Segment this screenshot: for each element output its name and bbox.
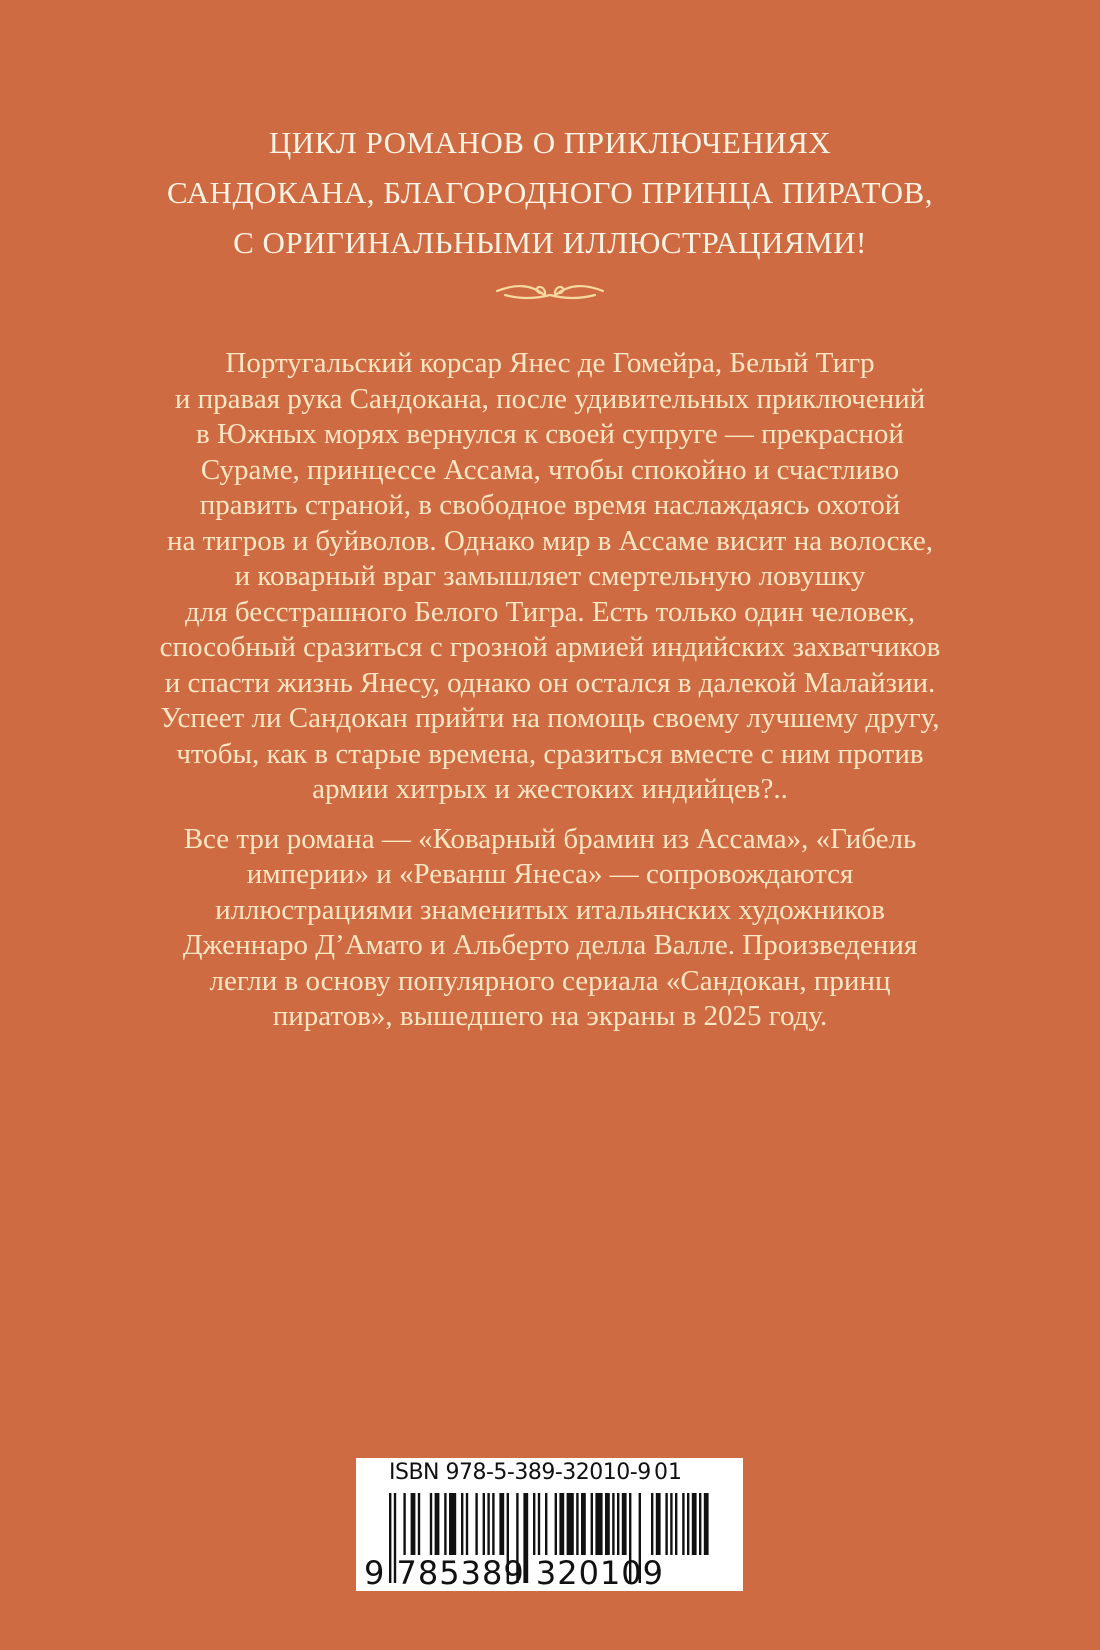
description-line: пиратов», вышедшего на экраны в 2025 году. (272, 1000, 828, 1032)
description-line: Успеет ли Сандокан прийти на помощь своему лучшему другу, (160, 702, 940, 734)
barcode-bar (704, 1493, 709, 1555)
barcode-bar (411, 1493, 416, 1555)
barcode-bar (466, 1493, 468, 1555)
barcode-bar (559, 1493, 564, 1555)
tagline-line: ЦИКЛ РОМАНОВ О ПРИКЛЮЧЕНИЯХ (268, 125, 832, 160)
barcode-bar (617, 1493, 619, 1555)
barcode-bar (687, 1493, 689, 1555)
barcode-bar (533, 1493, 535, 1555)
description-line: империи» и «Реванш Янеса» — сопровождаются (246, 858, 854, 890)
description-line: Все три романа — «Коварный брамин из Ассама», «Гибель (183, 822, 917, 855)
barcode-bar (605, 1493, 610, 1555)
description-paragraph-2 (0, 822, 1100, 1035)
barcode-addon-number: 01 (654, 1460, 682, 1485)
description-line: способный сразиться с грозной армией индийских захватчиков (159, 631, 941, 663)
description-line: и спасти жизнь Янесу, однако он остался в далекой Малайзии. (164, 666, 936, 699)
description-line: и правая рука Сандокана, после удивительных приключений (174, 382, 926, 415)
barcode-bar (444, 1493, 446, 1555)
description-line: Дженнаро Д’Амато и Альберто делла Валле. Произведения (182, 929, 918, 961)
barcode-bar (483, 1493, 485, 1555)
barcode-bar (487, 1493, 489, 1555)
barcode-bar (622, 1493, 627, 1555)
barcode-bar (581, 1493, 586, 1555)
barcode-bar (492, 1493, 494, 1555)
barcode-bar (675, 1493, 677, 1555)
barcode-bar (418, 1493, 420, 1555)
barcode-bar (499, 1493, 504, 1555)
description-line: править страной, в свободное время наслаждаясь охотой (199, 489, 901, 521)
barcode-bar (651, 1493, 653, 1555)
barcode-bar (682, 1493, 684, 1555)
barcode-bar (449, 1493, 456, 1555)
isbn-barcode (356, 1458, 743, 1591)
barcode-bar (591, 1493, 593, 1555)
barcode-bar (461, 1493, 463, 1555)
barcode-bar (430, 1493, 432, 1555)
tagline-line: С ОРИГИНАЛЬНЫМИ ИЛЛЮСТРАЦИЯМИ! (233, 225, 867, 260)
barcode-bar (656, 1493, 661, 1555)
barcode-bar (699, 1493, 701, 1555)
barcode-digits: 9 785389 320109 (364, 1554, 665, 1592)
barcode-bar (665, 1493, 667, 1555)
isbn-label: ISBN 978-5-389-32010-9 (389, 1460, 651, 1485)
description-paragraph-1 (0, 346, 1100, 808)
tagline-line: САНДОКАНА, БЛАГОРОДНОГО ПРИНЦА ПИРАТОВ, (167, 175, 933, 210)
barcode-bar (612, 1493, 614, 1555)
description-line: чтобы, как в старые времена, сразиться вместе с ним против (176, 737, 924, 770)
barcode-bar (538, 1493, 540, 1555)
tagline-heading (0, 118, 1100, 268)
description-line: Португальский корсар Янес де Гомейра, Белый Тигр (225, 347, 875, 379)
barcode-bar (545, 1493, 547, 1555)
barcode-bar (692, 1493, 697, 1555)
barcode-bar (403, 1493, 405, 1555)
description-line: легли в основу популярного сериала «Сандокан, принц (209, 964, 891, 997)
barcode-bar (595, 1493, 602, 1555)
barcode-bar (670, 1493, 672, 1555)
description (0, 346, 1100, 1035)
barcode-bar (576, 1493, 578, 1555)
barcode-bar (435, 1493, 440, 1555)
description-line: армии хитрых и жестоких индийцев?.. (312, 773, 788, 805)
barcode-bar (475, 1493, 477, 1555)
description-line: Сураме, принцессе Ассама, чтобы спокойно и счастливо (200, 453, 900, 486)
barcode-bar (567, 1493, 574, 1555)
description-line: иллюстрациями знаменитых итальянских художников (215, 893, 885, 926)
flourish-divider-icon (495, 278, 605, 304)
barcode-bar (555, 1493, 557, 1555)
description-line: в Южных морях вернулся к своей супруге — прекрасной (196, 418, 904, 450)
description-line: и коварный враг замышляет смертельную ловушку (234, 560, 866, 592)
description-line: на тигров и буйволов. Однако мир в Ассаме висит на волоске, (166, 524, 934, 557)
description-line: для бесстрашного Белого Тигра. Есть только один человек, (185, 595, 915, 628)
